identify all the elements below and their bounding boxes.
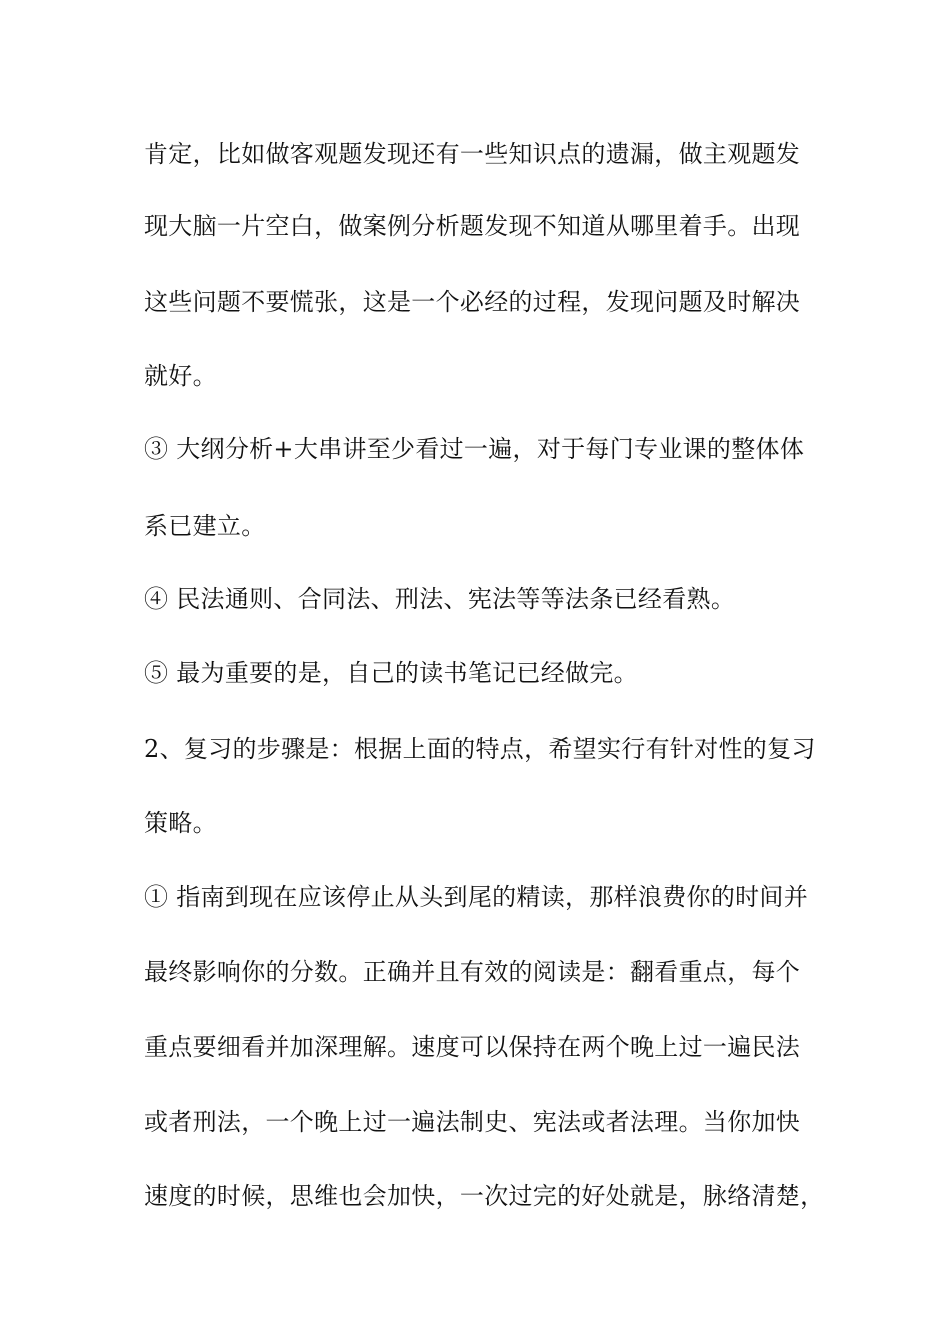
text-line: 就好。 <box>144 362 217 390</box>
text-line: 策略。 <box>144 809 217 837</box>
text-line: 速度的时候，思维也会加快，一次过完的好处就是，脉络清楚， <box>144 1182 825 1210</box>
text-line: 2、复习的步骤是：根据上面的特点，希望实行有针对性的复习 <box>144 735 816 763</box>
text-line: 现大脑一片空白，做案例分析题发现不知道从哪里着手。出现 <box>144 212 801 240</box>
text-line: 重点要细看并加深理解。速度可以保持在两个晚上过一遍民法 <box>144 1033 801 1061</box>
text-line: 这些问题不要慌张，这是一个必经的过程，发现问题及时解决 <box>144 288 801 316</box>
text-line: 肯定，比如做客观题发现还有一些知识点的遗漏，做主观题发 <box>144 140 801 168</box>
text-line: ④ 民法通则、合同法、刑法、宪法等等法条已经看熟。 <box>144 585 736 613</box>
text-line: ⑤ 最为重要的是，自己的读书笔记已经做完。 <box>144 659 638 687</box>
text-line: ③ 大纲分析+大串讲至少看过一遍，对于每门专业课的整体体 <box>144 435 805 463</box>
text-line: ① 指南到现在应该停止从头到尾的精读，那样浪费你的时间并 <box>144 883 809 911</box>
text-line: 或者刑法，一个晚上过一遍法制史、宪法或者法理。当你加快 <box>144 1108 801 1136</box>
text-line: 系已建立。 <box>144 512 266 540</box>
text-line: 最终影响你的分数。正确并且有效的阅读是：翻看重点，每个 <box>144 958 801 986</box>
